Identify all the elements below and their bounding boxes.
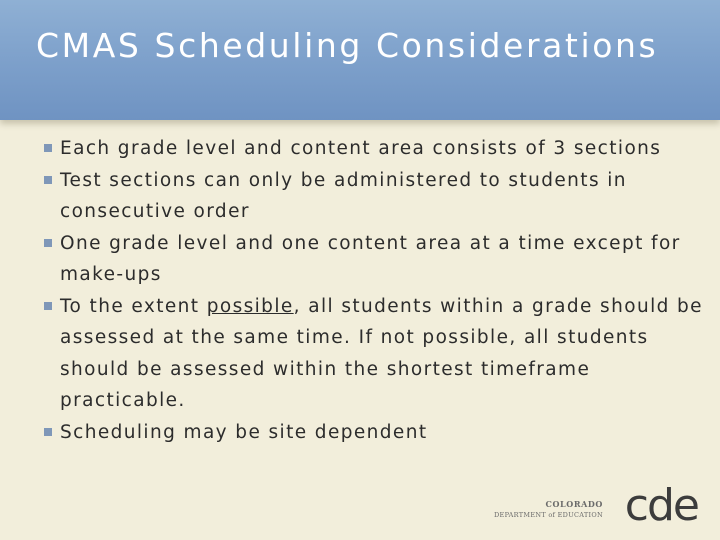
bullet-item: [44, 165, 704, 228]
bullet-item: [44, 133, 704, 165]
bullet-text-start: To the extent: [60, 295, 207, 317]
bullet-item: [44, 228, 704, 291]
bullet-list: [44, 133, 704, 448]
square-bullet-icon: [44, 428, 52, 436]
logo-department-text: DEPARTMENT of EDUCATION: [494, 511, 603, 519]
square-bullet-icon: [44, 144, 52, 152]
slide-title: CMAS Scheduling Considerations: [36, 26, 659, 65]
bullet-text: Scheduling may be site dependent: [60, 421, 428, 443]
bullet-item: [44, 417, 704, 449]
logo-state-text: COLORADO: [545, 499, 603, 509]
logo-wordmark: cde: [624, 480, 698, 531]
square-bullet-icon: [44, 239, 52, 247]
bullet-text-end: , all students within a grade should be assessed at the same time. If not possible, all students should be assessed within the shortest timeframe practicable.: [60, 295, 703, 411]
square-bullet-icon: [44, 176, 52, 184]
bullet-text: Test sections can only be administered to students in consecutive order: [60, 169, 627, 222]
title-bar: [0, 0, 720, 120]
cde-logo: [488, 480, 698, 531]
bullet-text: Each grade level and content area consists of 3 sections: [60, 138, 662, 159]
bullet-item: [44, 291, 704, 417]
bullet-text: One grade level and one content area at a time except for make-ups: [60, 232, 681, 285]
underlined-word: possible: [206, 295, 294, 317]
square-bullet-icon: [44, 302, 52, 310]
